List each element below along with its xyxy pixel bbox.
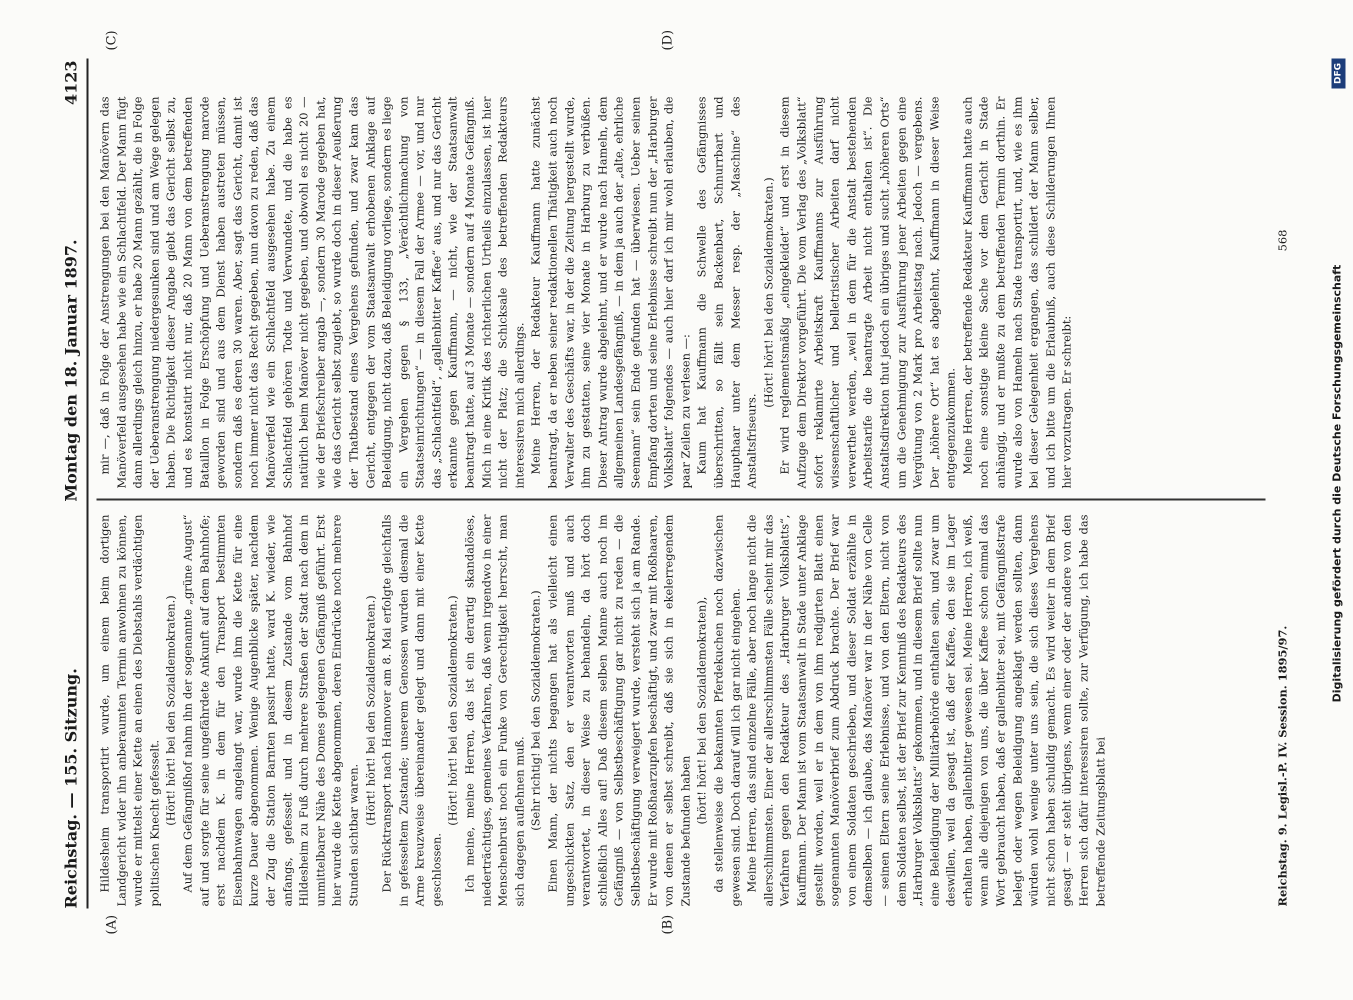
paragraph: da stellenweise die bekannten Pferdekuchen noch dazwischen gewesen sind. Doch darauf will ich gar nicht eingehen.	[710, 514, 742, 906]
paragraph: mir —, daß in Folge der Anstrengungen bei den Manövern das Manöverfeld ausgesehen habe wie ein Schlachtfeld. Der Mann fügt dann allerdings gleich hinzu, er habe 20 Mann gezählt, die in Folge der Ueberanstrengung niedergesunken sind und am Wege gelegen haben. Die Richtigkeit dieser Angabe giebt das Gericht selbst zu, und es konstatirt nicht nur, daß 20 Mann von dem betreffenden Bataillon in Folge Erschöpfung und Ueberanstrengung marode geworden sind und aus dem Dienst haben austreten müssen, sondern daß es deren 30 waren. Aber, sagt das Gericht, damit ist noch immer nicht das Recht gegeben, nun davon zu reden, daß das Manöverfeld wie ein Schlachtfeld ausgesehen habe. Zu einem Schlachtfeld gehören Todte und Verwundete, und die habe es natürlich beim Manöver nicht gegeben, und obwohl es nicht 20 — wie der Briefschreiber angab —, sondern 30 Marode gegeben hat, wie das Gericht selbst zugiebt, so wurde doch in dieser Aeußerung der Thatbestand eines Vergehens gefunden, und zwar kam das Gericht, entgegen der vom Staatsanwalt erhobenen Anklage auf Beleidigung, nicht dazu, daß Beleidigung vorliege, sondern es liege ein Vergehen gegen § 133, „Verächtlichmachung von Staatseinrichtungen“ — in diesem Fall der Armee — vor, und nur das „Schlachtfeld“, „gallenbitter Kaffee“ aus, und nur das Gericht erkannte gegen Kauffmann, — nicht, wie der Staatsanwalt beantragt hatte, auf 3 Monate — sondern auf 4 Monate Gefängniß. Mich in eine Kritik des richterlichen Urtheils einzulassen, ist hier nicht der Platz; die Schicksale des betreffenden Redakteurs interessiren mich allerdings.	[97, 96, 526, 488]
interjection: (Hört! hört! bei den Sozialdemokraten.)	[362, 594, 377, 826]
paragraph: Meine Herren, der Redakteur Kauffmann hatte zunächst beantragt, da er neben seiner redaktionellen Thätigkeit auch noch Verwalter des Geschäfts war, in der die Zeitung hergestellt wurde, ihm zu gestatten, seine vier Monate in Harburg zu verbüßen. Dieser Antrag wurde abgelehnt, und er wurde nach Hameln, dem allgemeinen Landesgefängniß, — in dem ja auch der „alte, ehrliche Seemann“ sein Ende gefunden hat — überwiesen. Ueber seinen Empfang dorten und seine Erlebnisse schreibt nun der „Harburger Volksblatt“ folgendes — auch hier darf ich mir wohl erlauben, die paar Zeilen zu verlesen —:	[528, 96, 692, 488]
margin-marker-b: (B)	[660, 914, 675, 934]
header-page-number: 4123	[61, 60, 80, 105]
interjection: (hört! hört! bei den Sozialdemokraten),	[694, 596, 709, 824]
column-divider	[96, 498, 1265, 500]
paragraph: Hildesheim transportirt wurde, um einem beim dortigen Landgericht wider ihn anberaumten Termin anwohnen zu können, wurde er mittelst einer Kette an einen des Diebstahls verdächtigen politischen Knecht gefesselt.	[97, 514, 161, 906]
paragraph: Ich meine, meine Herren, das ist ein derartig skandalöses, niederträchtiges, gemeines Verfahren, daß wenn irgendwo in einer Menschenbrust noch ein Funke von Gerechtigkeit herrscht, man sich dagegen auflehnen muß.	[462, 514, 526, 906]
digitization-credit: Digitalisierung gefördert durch die Deutsche Forschungsgemeinschaft	[1330, 264, 1343, 702]
quoted-paragraph: Er wird reglementsmäßig „eingekleidet“ und erst in diesem Aufzuge dem Direktor vorgeführt. Die vom Verlag des „Volksblatt“ sofort reklamirte Arbeitskraft Kauffmanns zur Ausführung wissenschaftlicher und belletristischer Arbeiten darf nicht verwerthet werden, „weil in dem für die Anstalt bestehenden Arbeitstarife die beantragte Arbeit nicht enthalten ist“. Die Anstaltsdirektion thut jedoch ein übriges und sucht „höheren Orts“ um die Genehmigung zur Ausführung jener Arbeiten gegen eine Vergütung von 2 Mark pro Arbeitstag nach. Jedoch — vergebens. Der „höhere Ort“ hat es abgelehnt, Kauffmann in dieser Weise entgegenzukommen.	[777, 96, 958, 488]
header-session: Reichstag. — 155. Sitzung.	[61, 667, 80, 908]
footer-folio-number: 568	[1275, 229, 1289, 251]
header-rule	[86, 58, 88, 908]
interjection: (Sehr richtig! bei den Sozialdemokraten.)	[528, 589, 543, 831]
right-text-column	[96, 96, 1257, 488]
paragraph: Der Rücktransport nach Hannover am 8. Mai erfolgte gleichfalls in gefesseltem Zustande; unserem Genossen wurden diesmal die Arme kreuzweise übereinander gelegt und dann mit einer Kette geschlossen.	[379, 514, 443, 906]
interjection: (Hört! hört! bei den Sozialdemokraten.)	[445, 594, 460, 826]
paragraph: Meine Herren, das sind einzelne Fälle, aber noch lange nicht die allerschlimmsten. Einer der allerschlimmsten Fälle scheint mir das Verfahren gegen den Redakteur des „Harburger Volksblatts“, Kauffmann. Der Mann ist vom Staatsanwalt in Stade unter Anklage gestellt worden, weil er in dem von ihm redigirten Blatt einen sogenannten Manöverbrief zum Abdruck brachte. Der Brief war von einem Soldaten geschrieben, und dieser Soldat erzählte in demselben — ich glaube, das Manöver war in der Nähe von Celle — seinen Eltern seine Erlebnisse, und von den Eltern, nicht von dem Soldaten selbst, ist der Brief zur Kenntniß des Redakteurs des „Harburger Volksblatts“ gekommen, und in diesem Brief sollte nun eine Beleidigung der Militärbehörde enthalten sein, und zwar um deswillen, weil da gesagt ist, daß der Kaffee, den sie im Lager erhalten haben, gallenbitter gewesen sei. Meine Herren, ich weiß, wenn alle diejenigen von uns, die über Kaffee schon einmal das Wort gebraucht haben, daß er gallenbitter sei, mit Gefängnißstrafe belegt oder wegen Beleidigung angeklagt werden sollten, dann würden wohl wenige unter uns sein, die sich dieses Vergehens nicht schon haben schuldig gemacht. Es wird weiter in dem Brief gesagt — er steht übrigens, wenn einer oder der andere von den Herren sich dafür interessiren sollte, zur Verfügung, ich habe das betreffende Zeitungsblatt bei	[744, 514, 1107, 906]
footer-session-info: Reichstag. 9. Legisl.-P. IV. Session. 1895/97.	[1275, 625, 1289, 906]
margin-marker-a: (A)	[104, 914, 119, 934]
paragraph: Meine Herren, der betreffende Redakteur Kauffmann hatte auch noch eine sonstige kleine Sache vor dem Gericht in Stade anhängig, und er mußte zu dem betreffenden Termin dorthin. Er wurde also von Hameln nach Stade transportirt, und, wie es ihm bei dieser Gelegenheit ergangen, das schildert der Mann selber, und ich bitte um die Erlaubniß, auch diese Schilderungen Ihnen hier vorzutragen. Er schreibt:	[959, 96, 1074, 488]
interjection: (Hört! hört! bei den Sozialdemokraten.)	[760, 176, 775, 408]
header-date: Montag den 18. Januar 1897.	[61, 238, 80, 502]
quoted-paragraph: Kaum hat Kauffmann die Schwelle des Gefängnisses überschritten, so fällt sein Backenbart, Schnurrbart und Haupthaar unter dem Messer resp. der „Maschine“ des Anstaltsfriseurs.	[694, 96, 759, 488]
left-text-column	[96, 514, 1257, 906]
margin-marker-d: (D)	[660, 29, 675, 50]
interjection: (Hört! hört! bei den Sozialdemokraten.)	[163, 594, 178, 826]
paragraph: Einen Mann, der nichts begangen hat als vielleicht einen ungeschickten Satz, den er verantworten muß und auch verantwortet, in dieser Weise zu behandeln, da hört doch schließlich Alles auf! Daß diesem selben Manne auch noch im Gefängniß — von Selbstbeschäftigung gar nicht zu reden — die Selbstbeschäftigung verweigert wurde, versteht sich ja am Rande. Er wurde mit Roßhaarzupfen beschäftigt, und zwar mit Roßhaaren, von denen er selbst schreibt, daß sie sich in ekelerregendem Zustande befunden haben	[545, 514, 692, 906]
margin-marker-c: (C)	[104, 29, 119, 50]
paragraph: Auf dem Gefängnißhof nahm ihn der sogenannte „grüne August“ auf und sorgte für seine ungefährdete Ankunft auf dem Bahnhofe; erst nachdem K. in dem für den Transport bestimmten Eisenbahnwagen angelangt war, wurde ihm die Kette für eine kurze Dauer abgenommen. Wenige Augenblicke später, nachdem der Zug die Station Barnten passirt hatte, ward K. wieder, wie anfangs, gefesselt und in diesem Zustande vom Bahnhof Hildesheim zu Fuß durch mehrere Straßen der Stadt nach dem in unmittelbarer Nähe des Domes gelegenen Gefängniß geführt. Erst hier wurde die Kette abgenommen, deren Eindrücke noch mehrere Stunden sichtbar waren.	[179, 514, 360, 906]
dfg-logo: DFG	[1331, 58, 1345, 88]
